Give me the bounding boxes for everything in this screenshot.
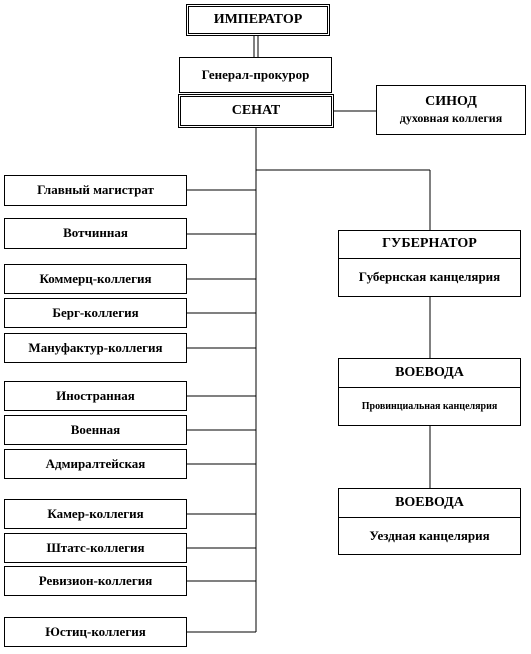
collegium-box — [4, 218, 187, 249]
voevoda-district-subtitle: Уездная канцелярия — [369, 527, 490, 543]
voevoda-province-subtitle: Провинциальная канцелярия — [361, 400, 498, 412]
voevoda-province-title: ВОЕВОДА — [339, 359, 520, 388]
collegium-box — [4, 333, 187, 363]
senate-box — [178, 94, 334, 128]
collegium-label: Штатс-коллегия — [46, 539, 145, 555]
voevoda-province-box — [338, 358, 521, 426]
collegium-box — [4, 566, 187, 596]
collegium-label: Иностранная — [56, 387, 135, 403]
collegium-label: Адмиралтейская — [45, 455, 146, 471]
voevoda-district-box — [338, 488, 521, 555]
collegium-box — [4, 533, 187, 563]
procurator-label: Генерал-прокурор — [201, 66, 310, 82]
collegium-label: Камер-коллегия — [47, 505, 144, 521]
senate-label: СЕНАТ — [231, 102, 281, 118]
collegium-box — [4, 449, 187, 479]
collegium-label: Юстиц-коллегия — [45, 623, 146, 639]
voevoda-district-title: ВОЕВОДА — [339, 489, 520, 518]
emperor-box — [186, 4, 330, 36]
collegium-label: Мануфактур-коллегия — [28, 339, 163, 355]
collegium-box — [4, 264, 187, 294]
collegium-box — [4, 298, 187, 328]
collegium-label: Военная — [70, 421, 121, 437]
collegium-label: Вотчинная — [63, 225, 128, 241]
governor-subtitle: Губернская канцелярия — [358, 269, 501, 285]
collegium-label: Главный магистрат — [37, 182, 154, 198]
synod-subtitle: духовная коллегия — [399, 111, 503, 126]
emperor-label: ИМПЕРАТОР — [213, 11, 303, 27]
collegium-box — [4, 617, 187, 647]
collegium-box — [4, 175, 187, 206]
governor-title: ГУБЕРНАТОР — [339, 231, 520, 259]
collegium-box — [4, 415, 187, 445]
collegium-label: Берг-коллегия — [52, 304, 139, 320]
synod-box — [376, 85, 526, 135]
governor-box — [338, 230, 521, 297]
collegium-box — [4, 381, 187, 411]
collegium-label: Коммерц-коллегия — [39, 270, 152, 286]
procurator-box — [179, 57, 332, 93]
collegium-label: Ревизион-коллегия — [38, 572, 153, 588]
synod-title: СИНОД — [425, 94, 477, 110]
collegium-box — [4, 499, 187, 529]
